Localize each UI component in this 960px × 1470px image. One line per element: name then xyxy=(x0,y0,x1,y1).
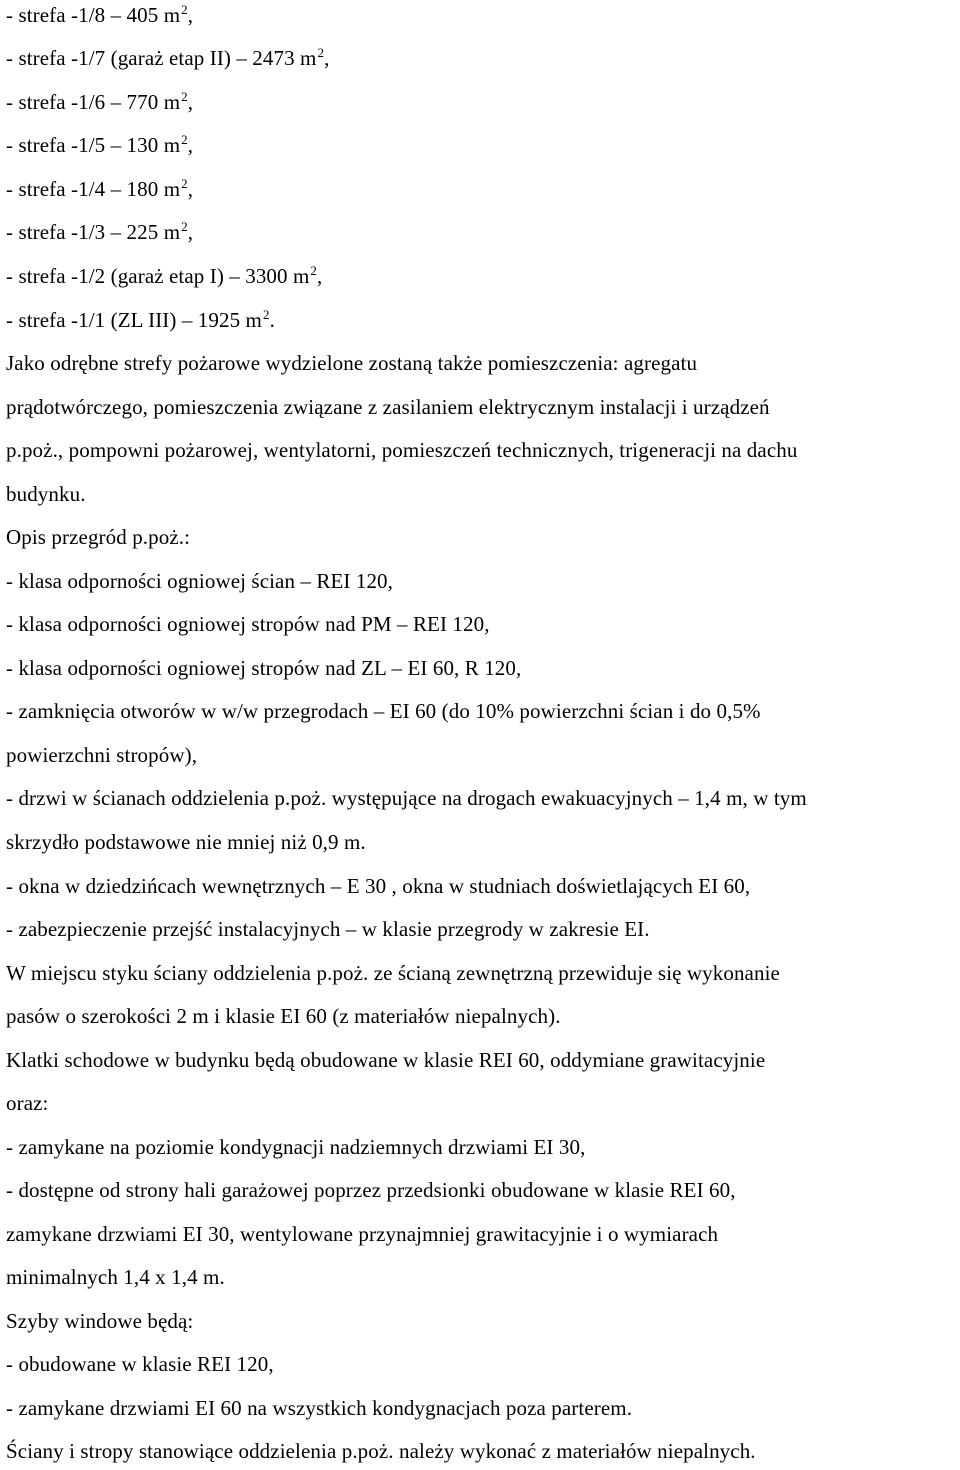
text-line: Klatki schodowe w budynku będą obudowane w klasie REI 60, oddymiane grawitacyjnie xyxy=(6,1048,766,1072)
text-line: p.poż., pompowni pożarowej, wentylatorni, pomieszczeń technicznych, trigeneracji na dachu xyxy=(6,438,798,462)
text-line: - strefa -1/5 – 130 $m^2$, xyxy=(6,132,194,157)
text-line: - zamykane drzwiami EI 60 na wszystkich kondygnacjach poza parterem. xyxy=(6,1396,633,1420)
text-line: - dostępne od strony hali garażowej poprzez przedsionki obudowane w klasie REI 60, xyxy=(6,1178,736,1202)
superscript: 2 xyxy=(262,307,270,322)
superscript: 2 xyxy=(181,219,188,234)
text-line: prądotwórczego, pomieszczenia związane z zasilaniem elektrycznym instalacji i urządzeń xyxy=(6,395,770,419)
text-line: budynku. xyxy=(6,482,86,506)
text-line: Ściany i stropy stanowiące oddzielenia p.poż. należy wykonać z materiałów niepalnych. xyxy=(6,1439,756,1463)
text-line: oraz: xyxy=(6,1091,49,1115)
text-line: - strefa -1/8 – 405 $m^2$, xyxy=(6,2,194,27)
text-line: Szyby windowe będą: xyxy=(6,1309,194,1333)
superscript: 2 xyxy=(317,45,325,60)
text-line: - zabezpieczenie przejść instalacyjnych – w klasie przegrody w zakresie EI. xyxy=(6,917,650,941)
superscript: 2 xyxy=(181,89,188,104)
text-line: Jako odrębne strefy pożarowe wydzielone zostaną także pomieszczenia: agregatu xyxy=(6,351,698,375)
text-line: pasów o szerokości 2 m i klasie EI 60 (z materiałów niepalnych). xyxy=(6,1004,561,1028)
text-line: - strefa -1/4 – 180 $m^2$, xyxy=(6,176,194,201)
text-line: zamykane drzwiami EI 30, wentylowane przynajmniej grawitacyjnie i o wymiarach xyxy=(6,1222,719,1246)
text-line: - klasa odporności ogniowej ścian – REI 120, xyxy=(6,569,393,593)
text-line: - strefa -1/3 – 225 $m^2$, xyxy=(6,219,194,244)
superscript: 2 xyxy=(310,263,318,278)
text-line: - zamykane na poziomie kondygnacji nadziemnych drzwiami EI 30, xyxy=(6,1135,586,1159)
text-line: skrzydło podstawowe nie mniej niż 0,9 m. xyxy=(6,830,366,854)
text-line: - zamknięcia otworów w w/w przegrodach – EI 60 (do 10% powierzchni ścian i do 0,5% xyxy=(6,699,761,723)
text-line: - okna w dziedzińcach wewnętrznych – E 30 , okna w studniach doświetlających EI 60, xyxy=(6,874,751,898)
text-line: W miejscu styku ściany oddzielenia p.poż. ze ścianą zewnętrzną przewiduje się wykonanie xyxy=(6,961,780,985)
text-line: - strefa -1/6 – 770 $m^2$, xyxy=(6,89,194,114)
section-heading: Opis przegród p.poż.: xyxy=(6,525,191,549)
text-line: - klasa odporności ogniowej stropów nad PM – REI 120, xyxy=(6,612,490,636)
superscript: 2 xyxy=(181,2,188,17)
superscript: 2 xyxy=(181,176,188,191)
text-line: powierzchni stropów), xyxy=(6,743,198,767)
text-line: minimalnych 1,4 x 1,4 m. xyxy=(6,1265,225,1289)
text-line: - strefa -1/2 (garaż etap I) – 3300 $m^2$, xyxy=(6,263,323,288)
text-line: - obudowane w klasie REI 120, xyxy=(6,1352,274,1376)
text-line: - strefa -1/7 (garaż etap II) – 2473 $m^2$, xyxy=(6,45,330,70)
text-line: - drzwi w ścianach oddzielenia p.poż. występujące na drogach ewakuacyjnych – 1,4 m, w tym xyxy=(6,786,807,810)
superscript: 2 xyxy=(181,132,188,147)
text-line: - klasa odporności ogniowej stropów nad ZL – EI 60, R 120, xyxy=(6,656,522,680)
text-line: - strefa -1/1 (ZL III) – 1925 $m^2$. xyxy=(6,307,275,332)
